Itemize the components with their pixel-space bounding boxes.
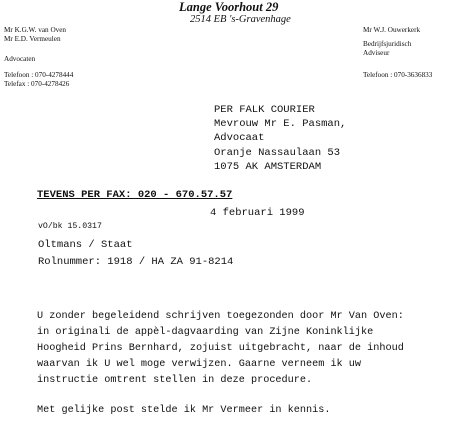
body-line: waarvan ik U wel moge verwijzen. Gaarne verneem ik uw <box>37 359 362 370</box>
body-line: instructie omtrent stellen in deze procedure. <box>37 375 313 386</box>
body-line: in originali de appèl-dagvaarding van Zijne Koninklijke <box>37 327 374 338</box>
recipient-city: 1075 AK AMSTERDAM <box>214 160 322 173</box>
fax-line: TEVENS PER FAX: 020 - 670.57.57 <box>37 189 233 201</box>
letter-date: 4 februari 1999 <box>210 207 305 219</box>
letterhead-left-name-1: Mr K.G.W. van Oven <box>4 26 67 34</box>
body-line: Hoogheid Prins Bernhard, zojuist uitgebracht, naar de inhoud <box>37 343 404 354</box>
reference-code: vO/bk 15.0317 <box>38 222 102 231</box>
letter-body <box>37 309 404 389</box>
letterhead-right-name: Mr W.J. Ouwerkerk <box>363 26 421 34</box>
letterhead-right-role-2: Adviseur <box>363 49 390 57</box>
subject-case-number: Rolnummer: 1918 / HA ZA 91-8214 <box>38 256 234 268</box>
recipient-street: Oranje Nassaulaan 53 <box>214 146 341 159</box>
recipient-title: Advocaat <box>214 132 265 145</box>
subject-parties: Oltmans / Staat <box>38 239 133 251</box>
letterhead-right-role-1: Bedrijfsjuridisch <box>363 40 412 48</box>
letterhead-right-phone: Telefoon : 070-3636833 <box>363 71 433 79</box>
letterhead-address-city: 2514 EB 's-Gravenhage <box>190 14 291 25</box>
letterhead-left-phone: Telefoon : 070-4278444 <box>4 71 74 79</box>
recipient-delivery: PER FALK COURIER <box>214 104 315 116</box>
recipient-name: Mevrouw Mr E. Pasman, <box>214 118 347 131</box>
recipient-block <box>214 103 346 174</box>
letterhead-left-fax: Telefax : 070-4278426 <box>4 80 70 88</box>
letterhead-left-role: Advocaten <box>4 55 36 63</box>
letterhead-address-street: Lange Voorhout 29 <box>179 0 279 14</box>
body-line: U zonder begeleidend schrijven toegezonden door Mr Van Oven: <box>37 311 404 322</box>
closing-line: Met gelijke post stelde ik Mr Vermeer in kennis. <box>37 405 331 416</box>
letterhead-left-name-2: Mr E.D. Vermeulen <box>4 35 61 43</box>
